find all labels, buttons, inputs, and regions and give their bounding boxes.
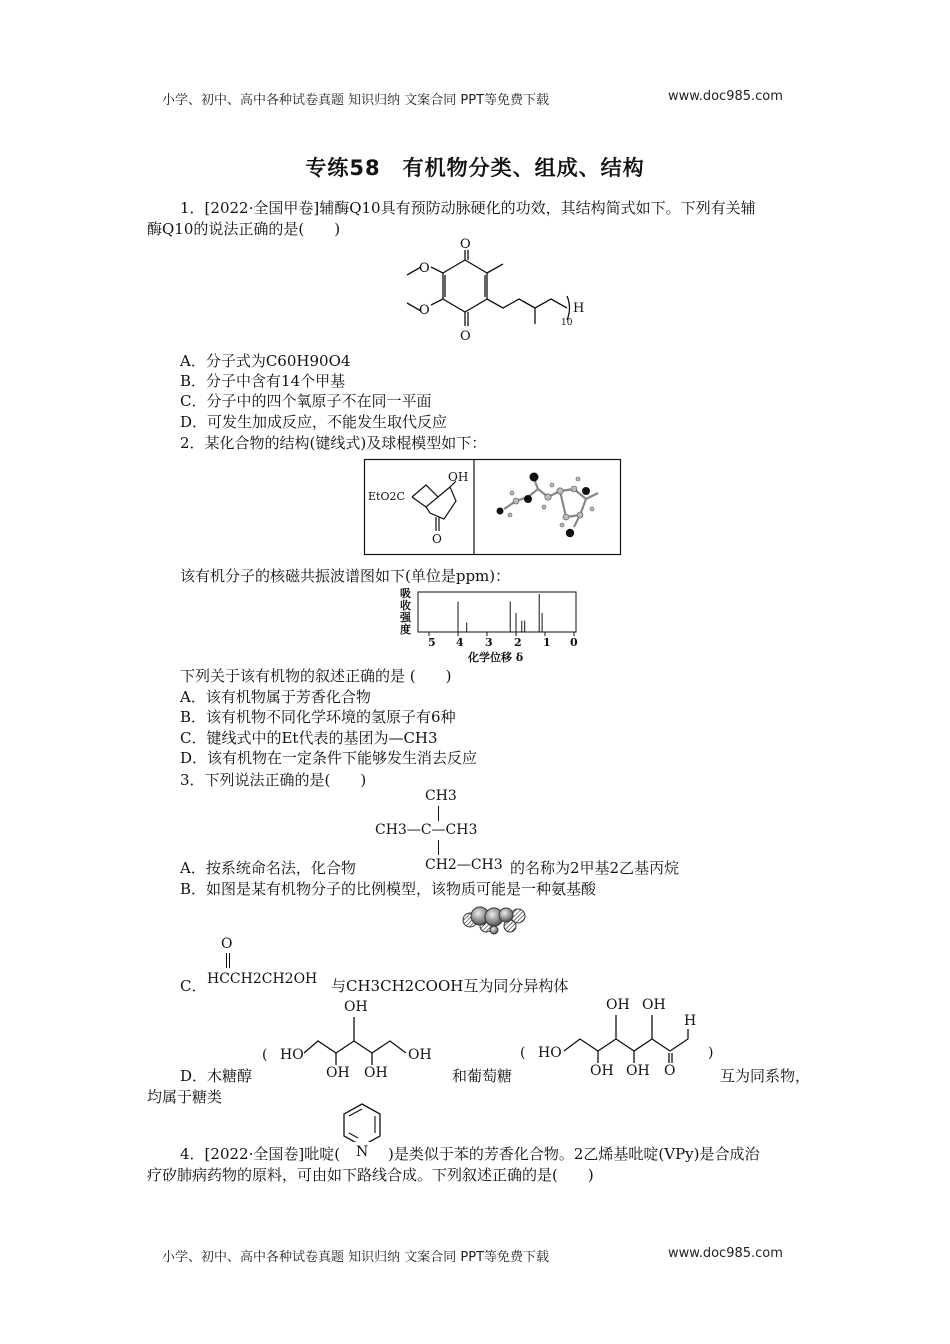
q3-xylitol-structure: [260, 995, 445, 1080]
nmr-ylabel-2: 强: [400, 611, 411, 624]
nmr-tick-3: 3: [485, 636, 493, 649]
header-text: 小学、初中、高中各种试卷真题 知识归纳 文案合同 PPT等免费下载: [162, 93, 550, 108]
pyridine-n: N: [356, 1144, 369, 1160]
q3-option-d-line2: 均属于糖类: [147, 1088, 223, 1106]
xylitol-oh-right: OH: [408, 1047, 432, 1063]
glucose-ho-left: HO: [538, 1045, 562, 1061]
q2-option-b: B．该有机物不同化学环境的氢原子有6种: [180, 708, 456, 726]
glucose-oh-top1: OH: [606, 997, 630, 1013]
nmr-ylabel-1: 收: [400, 599, 411, 612]
glucose-oh-b1: OH: [590, 1063, 614, 1079]
q1-coenzyme-structure: [395, 238, 615, 348]
nmr-tick-2: 2: [514, 636, 522, 649]
q2-option-c: C．键线式中的Et代表的基团为—CH3: [180, 729, 438, 747]
q3-option-c-suffix: 与CH3CH2COOH互为同分异构体: [331, 977, 569, 995]
q1-repeat-count: 10: [561, 318, 573, 328]
q3-option-d-mid: 和葡萄糖: [452, 1067, 513, 1085]
q1-option-a: A．分子式为C60H90O4: [180, 352, 351, 370]
q1-option-d: D．可发生加成反应，不能发生取代反应: [180, 413, 448, 431]
footer-text: 小学、初中、高中各种试卷真题 知识归纳 文案合同 PPT等免费下载: [162, 1250, 550, 1265]
q3-glucose-structure: [518, 995, 718, 1080]
q2-nmr-spectrum: [398, 586, 583, 664]
q1-o-methoxy2: O: [419, 303, 430, 318]
q3-option-d-suffix: 互为同系物，: [720, 1067, 811, 1085]
glucose-o: O: [664, 1063, 676, 1079]
xylitol-lparen: (: [262, 1047, 268, 1063]
q4-line1-prefix: 4．[2022·全国卷]吡啶(: [180, 1145, 341, 1163]
header-url[interactable]: www.doc985.com: [668, 89, 783, 104]
xylitol-oh-b2: OH: [364, 1065, 388, 1081]
nmr-tick-5: 5: [428, 636, 436, 649]
q2-o: O: [432, 532, 442, 546]
q1-stem-line1: 1．[2022·全国甲卷]辅酶Q10具有预防动脉硬化的功效，其结构简式如下。下列有关辅: [180, 199, 756, 217]
q1-o-bottom: O: [460, 329, 471, 344]
glucose-oh-top2: OH: [642, 997, 666, 1013]
q1-option-b: B．分子中含有14个甲基: [180, 372, 346, 390]
q2-question: 下列关于该有机物的叙述正确的是 ( ): [180, 667, 452, 685]
footer-url[interactable]: www.doc985.com: [668, 1246, 783, 1261]
q2-stem: 2．某化合物的结构(键线式)及球棍模型如下：: [180, 434, 487, 452]
q1-h: H: [573, 301, 585, 316]
q2-option-d: D．该有机物在一定条件下能够发生消去反应: [180, 749, 478, 767]
q3-option-d-prefix: D．木糖醇: [180, 1067, 253, 1085]
q2-oh: OH: [448, 470, 469, 484]
nmr-ylabel-3: 度: [400, 623, 411, 636]
q3-option-a-prefix: A．按系统命名法，化合物: [180, 859, 356, 877]
q3-option-a-suffix: 的名称为2甲基2乙基丙烷: [510, 859, 680, 877]
q3-ch2ch3: CH2—CH3: [425, 857, 503, 873]
q4-pyridine-structure: [340, 1100, 384, 1160]
q1-option-c: C．分子中的四个氧原子不在同一平面: [180, 392, 432, 410]
q1-o-methoxy1: O: [419, 261, 430, 276]
nmr-tick-1: 1: [543, 636, 551, 649]
q3-stem: 3．下列说法正确的是( ): [180, 771, 367, 789]
glucose-rparen: ): [708, 1045, 714, 1061]
q1-stem-line2: 酶Q10的说法正确的是( ): [147, 220, 341, 238]
xylitol-oh-b1: OH: [326, 1065, 350, 1081]
q2-option-a: A．该有机物属于芳香化合物: [180, 688, 371, 706]
q3-option-b: B．如图是某有机物分子的比例模型，该物质可能是一种氨基酸: [180, 880, 597, 898]
xylitol-ho-left: HO: [280, 1047, 304, 1063]
page-title: 专练58 有机物分类、组成、结构: [305, 156, 645, 180]
q2-eto2c: EtO2C: [368, 490, 405, 503]
q3-option-c-formula: HCCH2CH2OH: [207, 971, 318, 987]
nmr-tick-4: 4: [456, 636, 464, 649]
q4-line1-suffix: )是类似于苯的芳香化合物。2乙烯基吡啶(VPy)是合成治: [388, 1145, 760, 1163]
xylitol-oh-top: OH: [344, 999, 368, 1015]
q3-ch3-mid: CH3—C—CH3: [375, 822, 478, 838]
q3-ch3-top: CH3: [425, 788, 457, 804]
q2-structure-box: [364, 459, 621, 555]
nmr-xlabel: 化学位移 δ: [468, 651, 524, 664]
glucose-lparen: (: [520, 1045, 526, 1061]
glucose-h: H: [684, 1013, 697, 1029]
q3-space-filling-model: [460, 902, 530, 936]
q3-option-c-prefix: C．: [180, 977, 207, 995]
q4-line2: 疗矽肺病药物的原料，可由如下路线合成。下列叙述正确的是( ): [147, 1166, 594, 1184]
glucose-oh-b2: OH: [626, 1063, 650, 1079]
nmr-ylabel-0: 吸: [400, 587, 411, 600]
q3-c-carbonyl-o: O: [221, 936, 233, 952]
q2-nmr-intro: 该有机分子的核磁共振波谱图如下(单位是ppm)：: [180, 567, 511, 585]
nmr-tick-0: 0: [570, 636, 578, 649]
q1-o-top: O: [460, 237, 471, 252]
